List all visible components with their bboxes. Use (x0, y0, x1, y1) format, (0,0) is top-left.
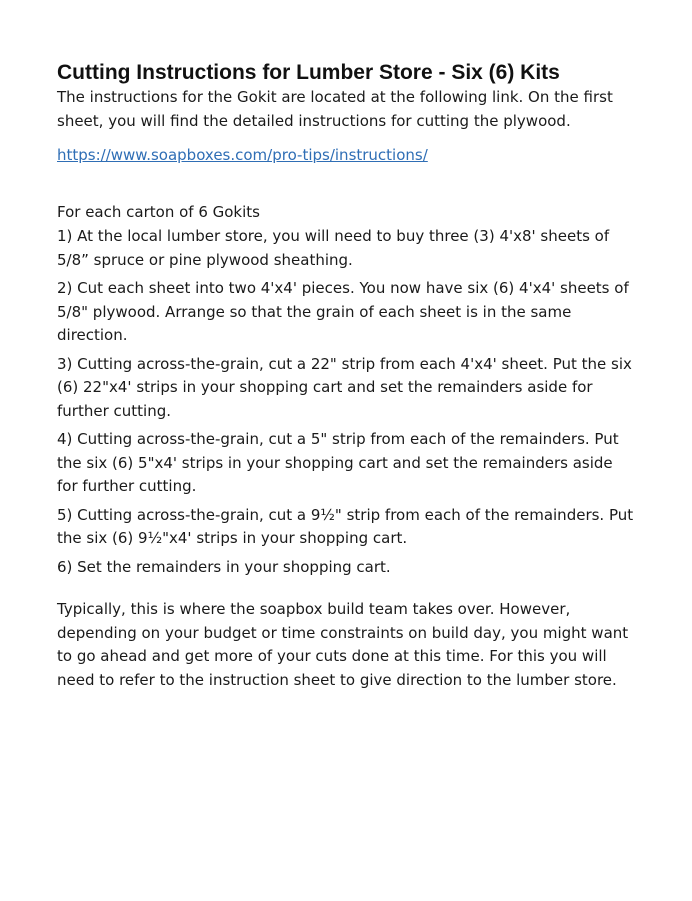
document-title: Cutting Instructions for Lumber Store - Six (6) Kits (57, 61, 560, 84)
step-2: 2) Cut each sheet into two 4'x4' pieces. You now have six (6) 4'x4' sheets of 5/8" plywood. Arrange so that the grain of each sheet is in the same direction. (57, 279, 629, 344)
steps-list (57, 225, 637, 579)
step-5: 5) Cutting across-the-grain, cut a 9½" strip from each of the remainders. Put the six (6) 9½"x4' strips in your shopping cart. (57, 505, 634, 547)
carton-lead-text: For each carton of 6 Gokits (57, 202, 260, 221)
step-1: 1) At the local lumber store, you will need to buy three (3) 4'x8' sheets of 5/8” spruce or pine plywood sheathing. (57, 227, 610, 269)
instructions-link[interactable]: https://www.soapboxes.com/pro-tips/instructions/ (57, 146, 428, 164)
step-6: 6) Set the remainders in your shopping cart. (57, 557, 391, 576)
step-3: 3) Cutting across-the-grain, cut a 22" strip from each 4'x4' sheet. Put the six (6) 22"x4' strips in your shopping cart and set the remainders aside for further cutting. (57, 354, 632, 420)
intro-paragraph: The instructions for the Gokit are located at the following link. On the first sheet, you will find the detailed instructions for cutting the plywood. (57, 88, 613, 130)
closing-paragraph: Typically, this is where the soapbox build team takes over. However, depending on your budget or time constraints on build day, you might want to go ahead and get more of your cuts done at this time. For this you will need to refer to the instruction sheet to give direction to the lumber store. (57, 600, 629, 689)
document-body (57, 60, 637, 692)
step-4: 4) Cutting across-the-grain, cut a 5" strip from each of the remainders. Put the six (6) 5"x4' strips in your shopping cart and set the remainders aside for further cutting. (57, 430, 619, 495)
